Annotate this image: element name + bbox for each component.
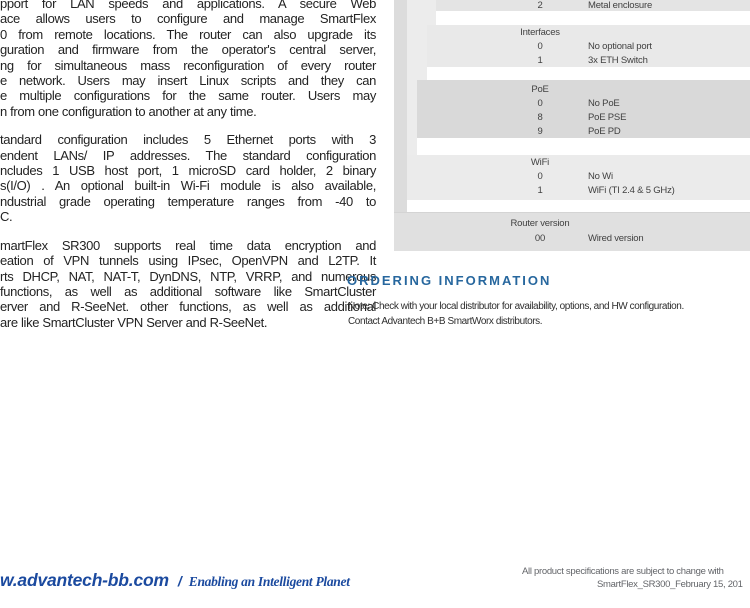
website-url: w.advantech-bb.com — [0, 570, 169, 590]
text-line: e network. Users may insert Linux scripts and they can — [0, 73, 376, 89]
order-code-cell: 2 — [537, 0, 543, 11]
paragraph — [0, 0, 376, 119]
order-desc-cell: Wired version — [588, 233, 644, 244]
text-line: functions, as well as additional software like SmartCluster — [0, 283, 376, 299]
ordering-information-heading: ORDERING INFORMATION — [347, 273, 552, 288]
text-line: s(I/O) . An optional built-in Wi-Fi module is also available, — [0, 178, 376, 194]
text-line: rts DHCP, NAT, NAT-T, DynDNS, NTP, VRRP, and numerous — [0, 268, 376, 284]
slash-separator: / — [177, 573, 182, 589]
order-desc-cell: 3x ETH Switch — [588, 55, 648, 66]
text-line: tandard configuration includes 5 Ethernet ports with 3 — [0, 132, 376, 148]
text-line: 0 from remote locations. The router can also upgrade its — [0, 26, 376, 42]
order-code-cell: 0 — [537, 98, 543, 109]
text-line: ncludes 1 USB host port, 1 microSD card holder, 2 binary — [0, 163, 376, 179]
text-line: eation of VPN tunnels using IPsec, OpenVPN and L2TP. It — [0, 253, 376, 269]
order-section-header: WiFi — [530, 157, 550, 168]
order-code-cell: 0 — [537, 41, 543, 52]
text-line: e multiple configurations for the same router. Users may — [0, 88, 376, 104]
paragraph — [0, 238, 376, 330]
text-line: erver and R-SeeNet. other functions, as well as additional — [0, 299, 376, 315]
text-line: C. — [0, 209, 13, 225]
text-line: guration and firmware from the operator's central server, — [0, 42, 376, 58]
text-line: ndustrial grade operating temperature ranges from -40 to — [0, 193, 376, 209]
order-desc-cell: PoE PD — [588, 126, 621, 137]
ordering-note-line: Note: Check with your local distributor for availability, options, and HW configuration. — [348, 301, 684, 312]
order-section-header: PoE — [531, 84, 549, 95]
order-desc-cell: Metal enclosure — [588, 0, 653, 11]
document-revision: SmartFlex_SR300_February 15, 201 — [597, 579, 743, 590]
order-section-header: Interfaces — [520, 27, 560, 38]
order-code-cell: 1 — [537, 55, 543, 66]
product-description-text — [0, 0, 376, 343]
text-line: pport for LAN speeds and applications. A secure Web — [0, 0, 376, 11]
order-desc-cell: No optional port — [588, 41, 652, 52]
order-desc-cell: No PoE — [588, 98, 620, 109]
order-code-cell: 9 — [537, 126, 543, 137]
order-code-cell: 1 — [537, 185, 543, 196]
text-line: ng for simultaneous mass reconfiguration of every router — [0, 57, 376, 73]
text-line: endent LANs/ IP addresses. The standard configuration — [0, 147, 376, 163]
footer — [0, 570, 420, 591]
order-desc-cell: WiFi (TI 2.4 & 5 GHz) — [588, 185, 675, 196]
text-line: n from one configuration to another at any time. — [0, 103, 257, 119]
paragraph — [0, 132, 376, 224]
order-code-cell: 8 — [537, 112, 543, 123]
order-desc-cell: No Wi — [588, 171, 613, 182]
spec-disclaimer: All product specifications are subject to change with — [522, 566, 724, 577]
text-line: are like SmartCluster VPN Server and R-SeeNet. — [0, 314, 268, 330]
order-section-header: Router version — [510, 218, 570, 229]
order-code-cell: 00 — [534, 233, 546, 244]
order-desc-cell: PoE PSE — [588, 112, 627, 123]
text-line: ace allows users to configure and manage SmartFlex — [0, 11, 376, 27]
order-code-cell: 0 — [537, 171, 543, 182]
text-line: martFlex SR300 supports real time data encryption and — [0, 237, 376, 253]
ordering-note-line: Contact Advantech B+B SmartWorx distributors. — [348, 316, 543, 327]
company-slogan: Enabling an Intelligent Planet — [188, 574, 350, 589]
